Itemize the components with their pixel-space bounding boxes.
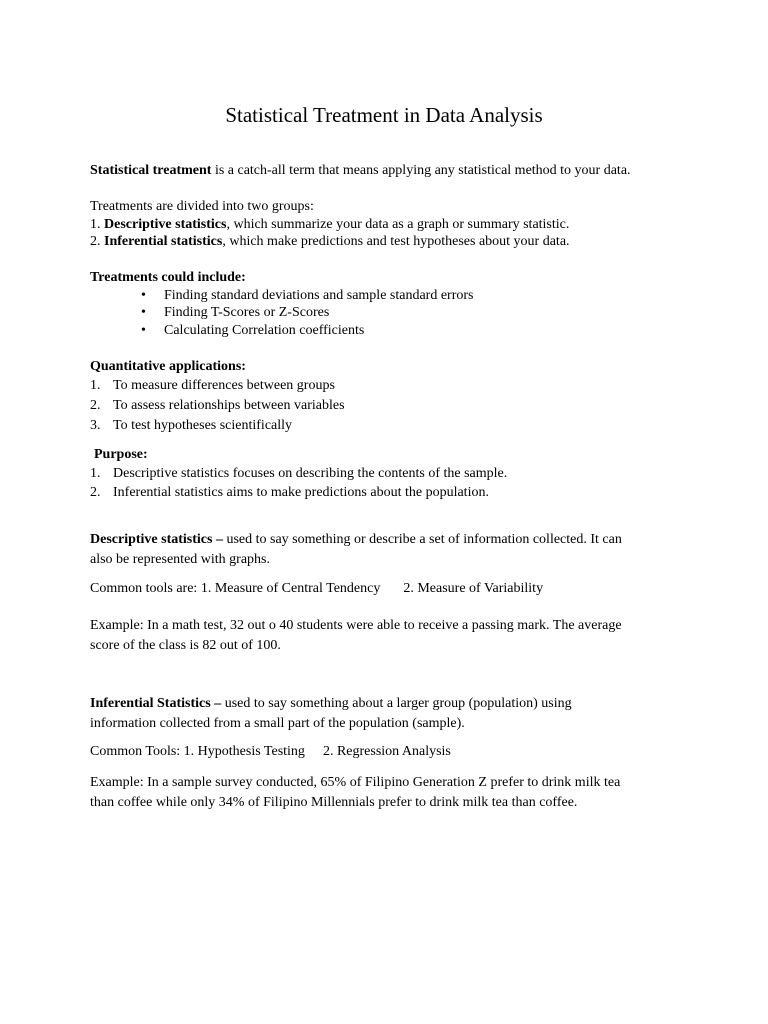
quantitative-heading: Quantitative applications: (90, 359, 246, 374)
inferential-tools (90, 743, 690, 761)
item-number: 1. (90, 466, 101, 481)
numbered-item (90, 396, 690, 416)
groups-item (90, 233, 690, 251)
bullet-text: Finding standard deviations and sample standard errors (164, 287, 474, 303)
groups-intro: Treatments are divided into two groups: (90, 199, 314, 214)
inferential-tools-label: Common Tools: 1. Hypothesis Testing (90, 744, 305, 759)
bullet-text: Calculating Correlation coefficients (164, 322, 365, 338)
descriptive-example-line1: Example: In a math test, 32 out o 40 students were able to receive a passing mark. The average (90, 618, 622, 633)
item-text: Descriptive statistics focuses on describing the contents of the sample. (113, 466, 508, 481)
descriptive-tools (90, 580, 690, 598)
inferential-example (90, 773, 690, 813)
groups-section (90, 198, 690, 251)
descriptive-example-line2: score of the class is 82 out of 100. (90, 638, 281, 653)
item-text: To measure differences between groups (113, 377, 335, 393)
bullet-icon: • (141, 287, 146, 303)
item-text: To assess relationships between variables (113, 397, 345, 413)
bullet-item (90, 322, 690, 340)
descriptive-tools-second: 2. Measure of Variability (403, 581, 544, 596)
bullet-item (90, 287, 690, 305)
inferential-example-line2: than coffee while only 34% of Filipino Millennials prefer to drink milk tea than coffee. (90, 795, 578, 810)
inferential-text-line2: information collected from a small part of the population (sample). (90, 716, 465, 731)
item-text: To test hypotheses scientifically (113, 417, 293, 433)
item-number: 2. (90, 485, 101, 500)
numbered-item (90, 376, 690, 396)
descriptive-text-line1: used to say something or describe a set of information collected. It can (222, 532, 622, 547)
treatments-heading: Treatments could include: (90, 270, 246, 285)
inferential-paragraph (90, 694, 690, 734)
numbered-item (90, 483, 690, 502)
descriptive-text-line2: also be represented with graphs. (90, 552, 270, 567)
bullet-text: Finding T-Scores or Z-Scores (164, 305, 330, 320)
bullet-item (90, 304, 690, 322)
definition-text: is a catch-all term that means applying any statistical method to your data. (211, 163, 631, 178)
treatments-section (90, 269, 690, 339)
item-number: 2. (90, 397, 101, 413)
descriptive-example (90, 616, 690, 656)
item-text: Inferential statistics aims to make predictions about the population. (113, 485, 489, 500)
groups-item-term: Inferential statistics (104, 234, 223, 249)
groups-item-term: Descriptive statistics (104, 216, 227, 232)
descriptive-term: Descriptive statistics – (90, 532, 223, 547)
definition-term: Statistical treatment (90, 163, 212, 178)
groups-item (90, 216, 690, 234)
bullet-icon: • (141, 305, 146, 320)
inferential-text-line1: used to say something about a larger group (population) using (221, 696, 572, 711)
groups-item-text: , which summarize your data as a graph or summary statistic. (226, 216, 570, 232)
document-title: Statistical Treatment in Data Analysis (225, 103, 543, 127)
groups-item-prefix: 2. (90, 234, 104, 249)
inferential-example-line1: Example: In a sample survey conducted, 65% of Filipino Generation Z prefer to drink milk tea (90, 775, 621, 790)
descriptive-paragraph (90, 530, 690, 570)
descriptive-tools-label: Common tools are: 1. Measure of Central Tendency (90, 581, 381, 596)
numbered-item (90, 464, 690, 483)
inferential-tools-second: 2. Regression Analysis (322, 744, 451, 759)
purpose-heading: Purpose: (94, 447, 148, 462)
item-number: 1. (90, 377, 101, 393)
bullet-icon: • (141, 322, 146, 338)
numbered-item (90, 416, 690, 436)
quantitative-section (90, 358, 690, 436)
item-number: 3. (90, 417, 101, 433)
groups-item-prefix: 1. (90, 216, 104, 232)
inferential-term: Inferential Statistics – (90, 696, 222, 711)
definition-paragraph (90, 162, 690, 180)
groups-item-text: , which make predictions and test hypotheses about your data. (222, 234, 570, 249)
purpose-section (90, 445, 690, 502)
